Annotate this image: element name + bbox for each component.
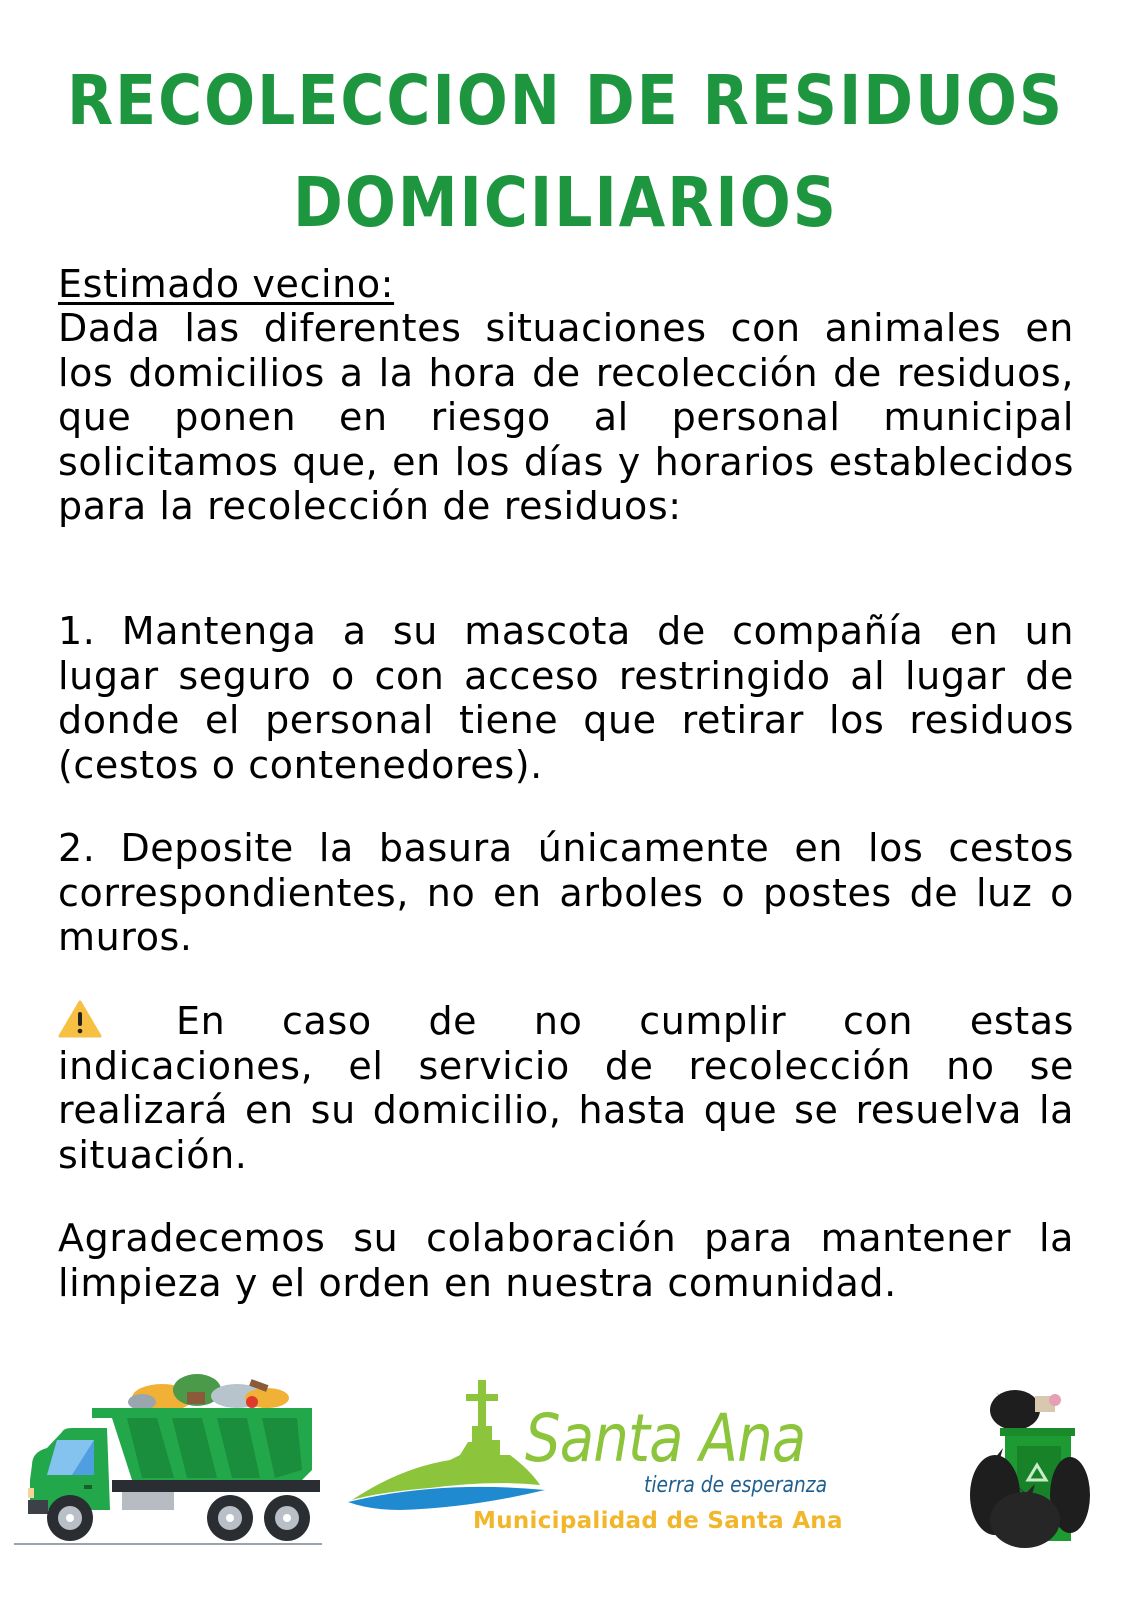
logo-name: Santa Ana xyxy=(525,1400,806,1477)
santa-ana-logo xyxy=(340,1360,843,1560)
recycling-bin-illustration xyxy=(965,1380,1095,1550)
trash-pile xyxy=(128,1374,289,1412)
instruction-text-1: 1. Mantenga a su mascota de compañía en un lugar seguro o con acceso restringido al lugar de donde el personal tiene que retirar los residuos (cestos o contenedores). xyxy=(58,609,1074,787)
instruction-item-1 xyxy=(58,609,1074,787)
intro-text: Dada las diferentes situaciones con animales en los domicilios a la hora de recolección de residuos, que ponen en riesgo al personal municipal solicitamos que, en los días y horarios establecidos para la recolección de residuos: xyxy=(58,306,1074,528)
instruction-text-2: 2. Deposite la basura únicamente en los cestos correspondientes, no en arboles o postes de luz o muros. xyxy=(58,826,1074,959)
greeting: Estimado vecino: xyxy=(58,262,395,306)
intro-paragraph xyxy=(58,306,1074,529)
warning-line xyxy=(58,999,1074,1177)
title-line-2: DOMICILIARIOS xyxy=(293,162,838,244)
title-line-1: RECOLECCION DE RESIDUOS xyxy=(66,60,1065,142)
logo-tagline: tierra de esperanza xyxy=(644,1473,828,1498)
thanks-paragraph xyxy=(58,1216,1074,1305)
warning-icon xyxy=(58,1000,102,1038)
instruction-item-2 xyxy=(58,826,1074,960)
thanks-text: Agradecemos su colaboración para mantener la limpieza y el orden en nuestra comunidad. xyxy=(58,1216,1074,1305)
garbage-truck-illustration xyxy=(12,1360,322,1545)
warning-paragraph xyxy=(58,999,1074,1177)
warning-text: En caso de no cumplir con estas indicaciones, el servicio de recolección no se realizará en su domicilio, hasta que se resuelva la situación. xyxy=(58,999,1074,1177)
logo-institution: Municipalidad de Santa Ana xyxy=(473,1508,843,1534)
